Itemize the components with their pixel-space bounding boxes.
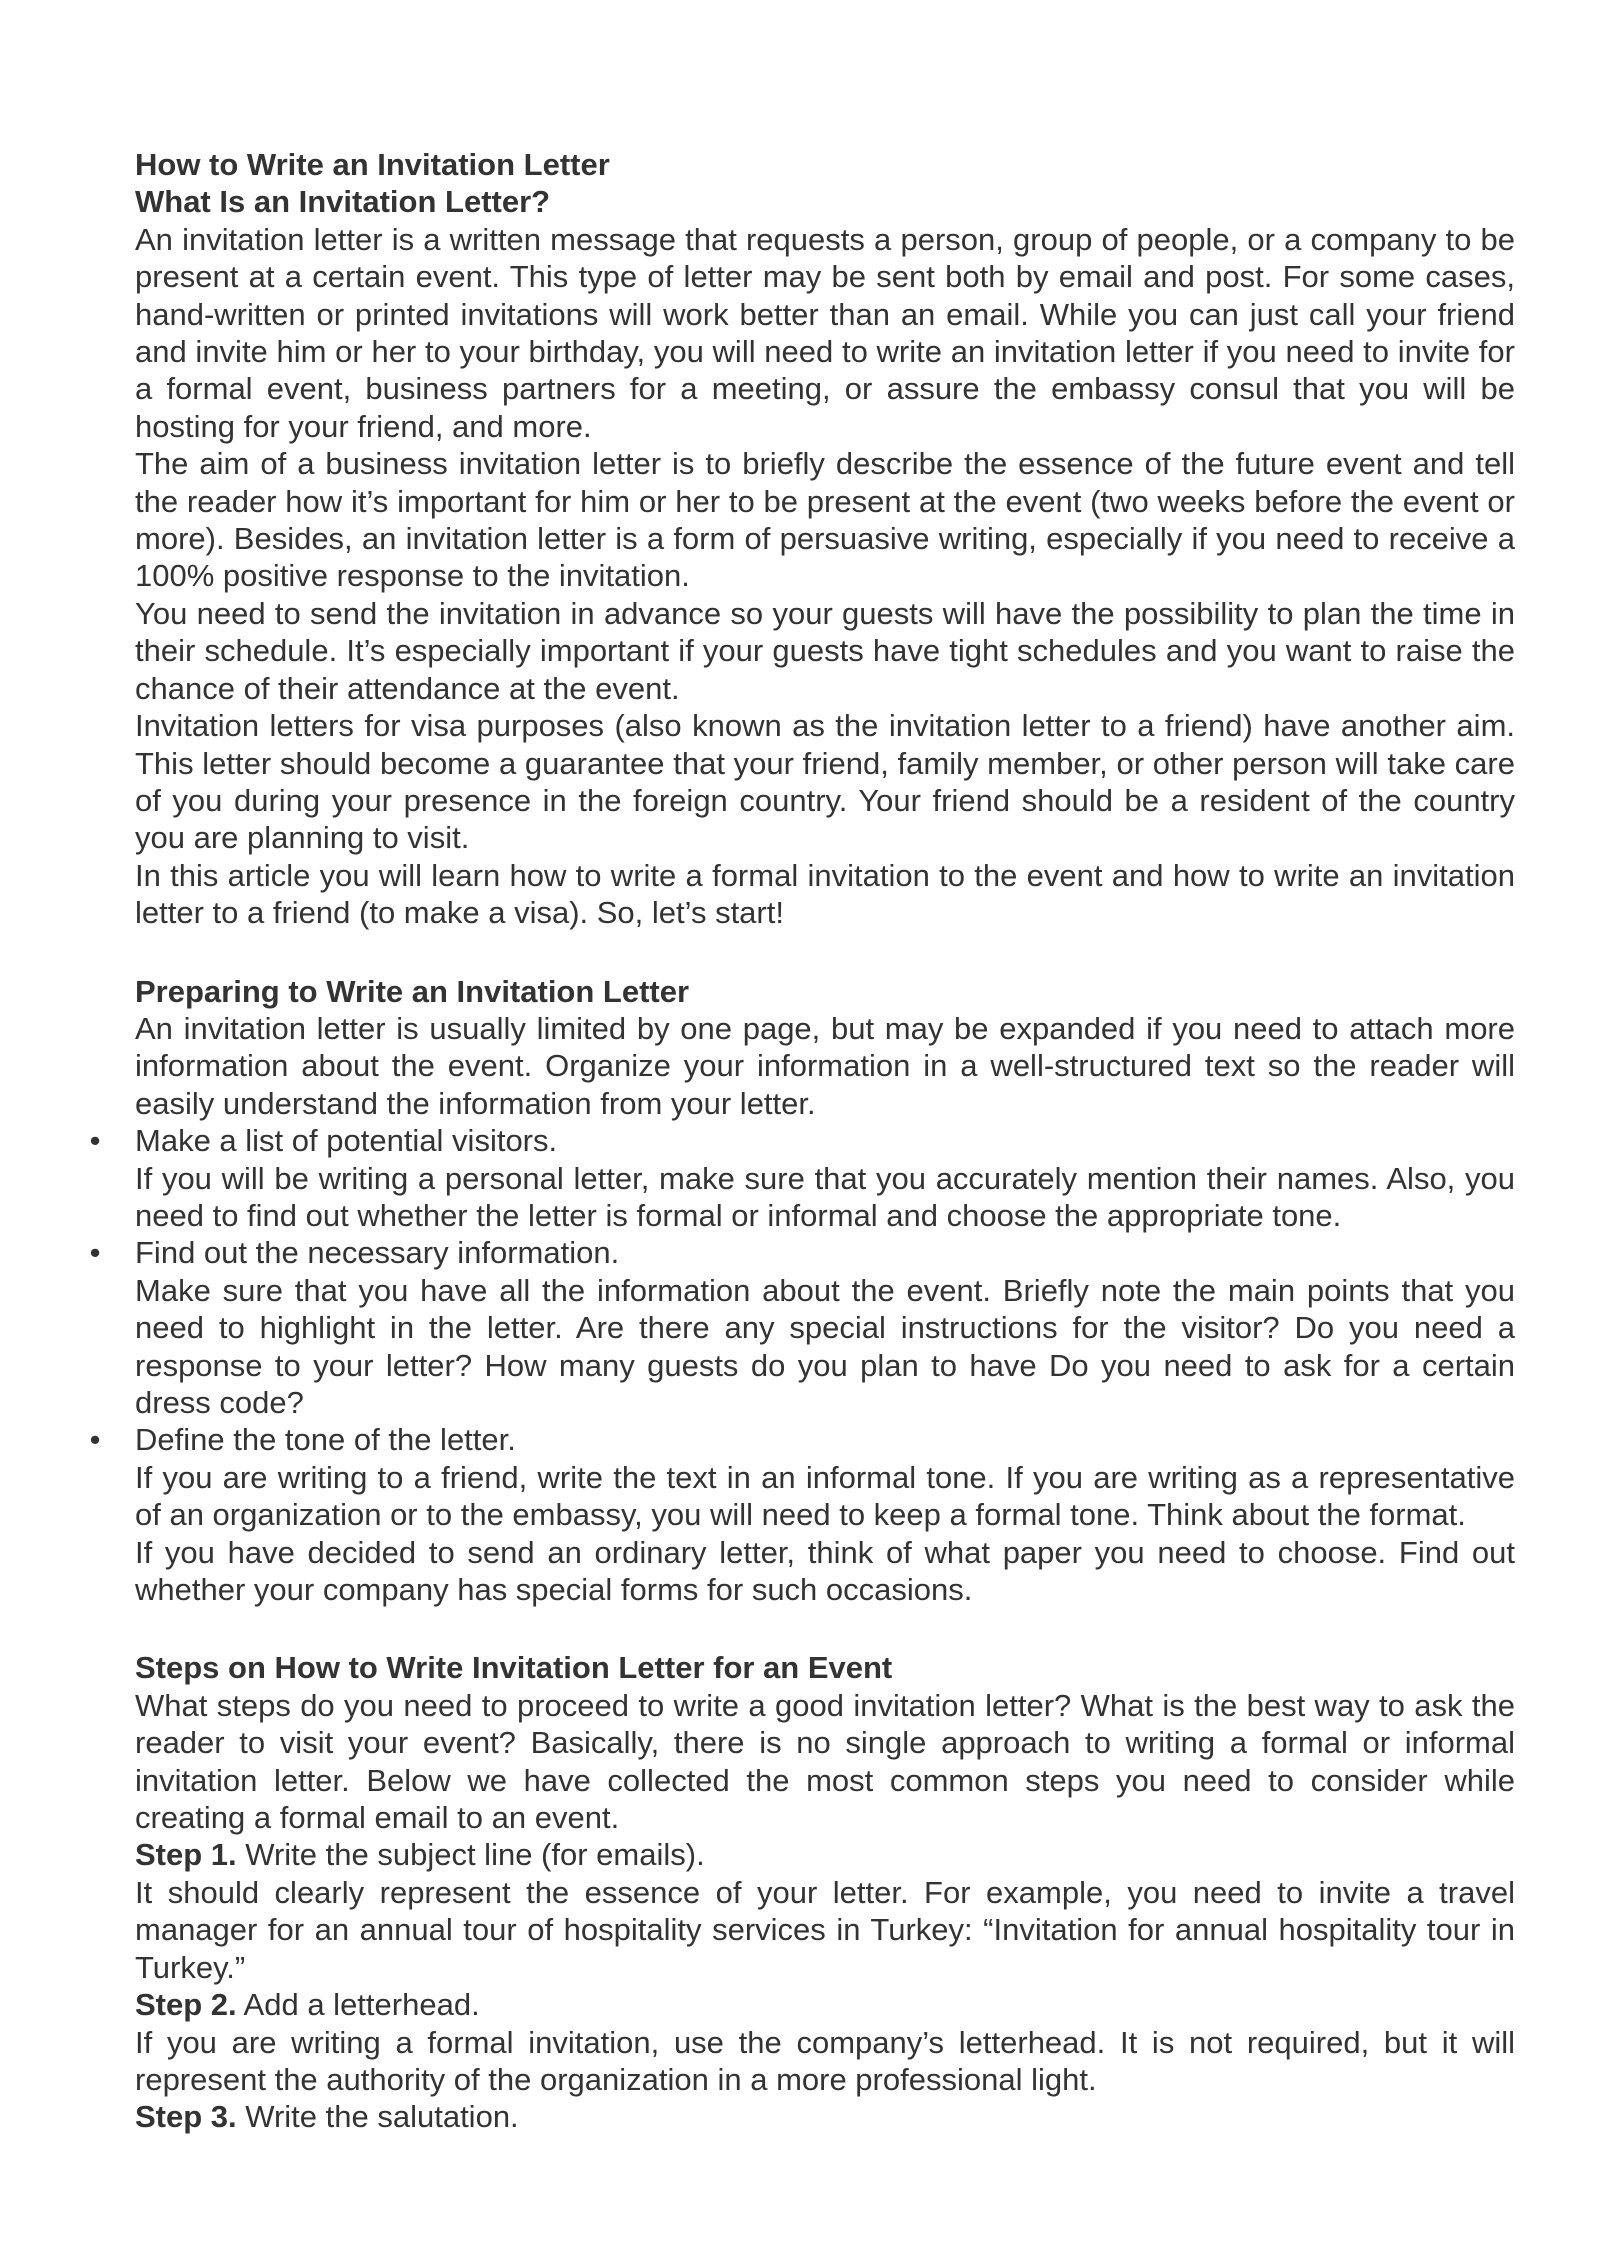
section-heading-what-is: What Is an Invitation Letter? <box>135 184 551 220</box>
bullet-icon: • <box>89 1422 101 1458</box>
bullet-title: Find out the necessary information. <box>135 1235 620 1271</box>
paragraph: Invitation letters for visa purposes (also known as the invitation letter to a friend) have another aim. This letter should become a guarantee that your friend, family member, or other person will take care of you during your presence in the foreign country. Your friend should be a resident of the country you are planning to visit. <box>135 708 1515 856</box>
document-title: How to Write an Invitation Letter <box>135 147 610 182</box>
bullet-item <box>89 1122 1515 1159</box>
step-title: Write the salutation. <box>236 2099 519 2135</box>
paragraph: If you are writing a formal invitation, use the company’s letterhead. It is not required, but it will represent the authority of the organization in a more professional light. <box>135 2024 1515 2097</box>
paragraph: If you are writing to a friend, write the text in an informal tone. If you are writing as a representative of an organization or to the embassy, you will need to keep a formal tone. Think about the format. <box>135 1459 1515 1533</box>
paragraph: In this article you will learn how to write a formal invitation to the event and how to write an invitation letter to a friend (to make a visa). So, let’s start! <box>135 857 1515 931</box>
step-label: Step 1. <box>135 1837 237 1873</box>
paragraph: If you will be writing a personal letter, make sure that you accurately mention their names. Also, you need to find out whether the letter is formal or informal and choose the appropriate tone. <box>135 1160 1515 1233</box>
step-label: Step 3. <box>135 2099 237 2135</box>
section-spacer <box>135 932 1515 973</box>
section-spacer <box>135 1608 1515 1649</box>
section-heading-preparing: Preparing to Write an Invitation Letter <box>135 973 690 1009</box>
paragraph: An invitation letter is usually limited by one page, but may be expanded if you need to attach more information about the event. Organize your information in a well-structured text so the reader will easily understand the information from your letter. <box>135 1010 1515 1121</box>
bullet-icon: • <box>89 1235 101 1271</box>
bullet-title: Define the tone of the letter. <box>135 1422 516 1458</box>
step-label: Step 2. <box>135 1987 237 2023</box>
paragraph: If you have decided to send an ordinary letter, think of what paper you need to choose. Find out whether your company has special forms for such occasions. <box>135 1534 1515 1608</box>
step-title: Write the subject line (for emails). <box>236 1837 705 1873</box>
paragraph: What steps do you need to proceed to write a good invitation letter? What is the best way to ask the reader to visit your event? Basically, there is no single approach to writing a formal or informal invitation letter. Below we have collected the most common steps you need to consider while creating a formal email to an event. <box>135 1687 1515 1836</box>
document-page <box>89 146 1515 2136</box>
step-line <box>135 1836 1515 1873</box>
bullet-item <box>89 1234 1515 1271</box>
paragraph: It should clearly represent the essence of your letter. For example, you need to invite a travel manager for an annual tour of hospitality services in Turkey: “Invitation for annual hospitality tour in Turkey.” <box>135 1874 1515 1985</box>
step-title: Add a letterhead. <box>236 1987 480 2023</box>
bullet-title: Make a list of potential visitors. <box>135 1123 558 1159</box>
paragraph: You need to send the invitation in advance so your guests will have the possibility to plan the time in their schedule. It’s especially important if your guests have tight schedules and you want to raise the chance of their attendance at the event. <box>135 595 1515 706</box>
bullet-icon: • <box>89 1123 101 1159</box>
step-line <box>135 2098 1515 2135</box>
step-line <box>135 1986 1515 2023</box>
paragraph: The aim of a business invitation letter is to briefly describe the essence of the future event and tell the reader how it’s important for him or her to be present at the event (two weeks before the event or more). Besides, an invitation letter is a form of persuasive writing, especially if you need to receive a 100% positive response to the invitation. <box>135 446 1515 594</box>
section-heading-steps: Steps on How to Write Invitation Letter for an Event <box>135 1650 893 1686</box>
paragraph: An invitation letter is a written message that requests a person, group of people, or a company to be present at a certain event. This type of letter may be sent both by email and post. For some cases, hand-written or printed invitations will work better than an email. While you can just call your friend and invite him or her to your birthday, you will need to write an invitation letter if you need to invite for a formal event, business partners for a meeting, or assure the embassy consul that you will be hosting for your friend, and more. <box>135 221 1515 444</box>
bullet-item <box>89 1421 1515 1458</box>
paragraph: Make sure that you have all the information about the event. Briefly note the main points that you need to highlight in the letter. Are there any special instructions for the visitor? Do you need a response to your letter? How many guests do you plan to have Do you need to ask for a certain dress code? <box>135 1272 1515 1420</box>
